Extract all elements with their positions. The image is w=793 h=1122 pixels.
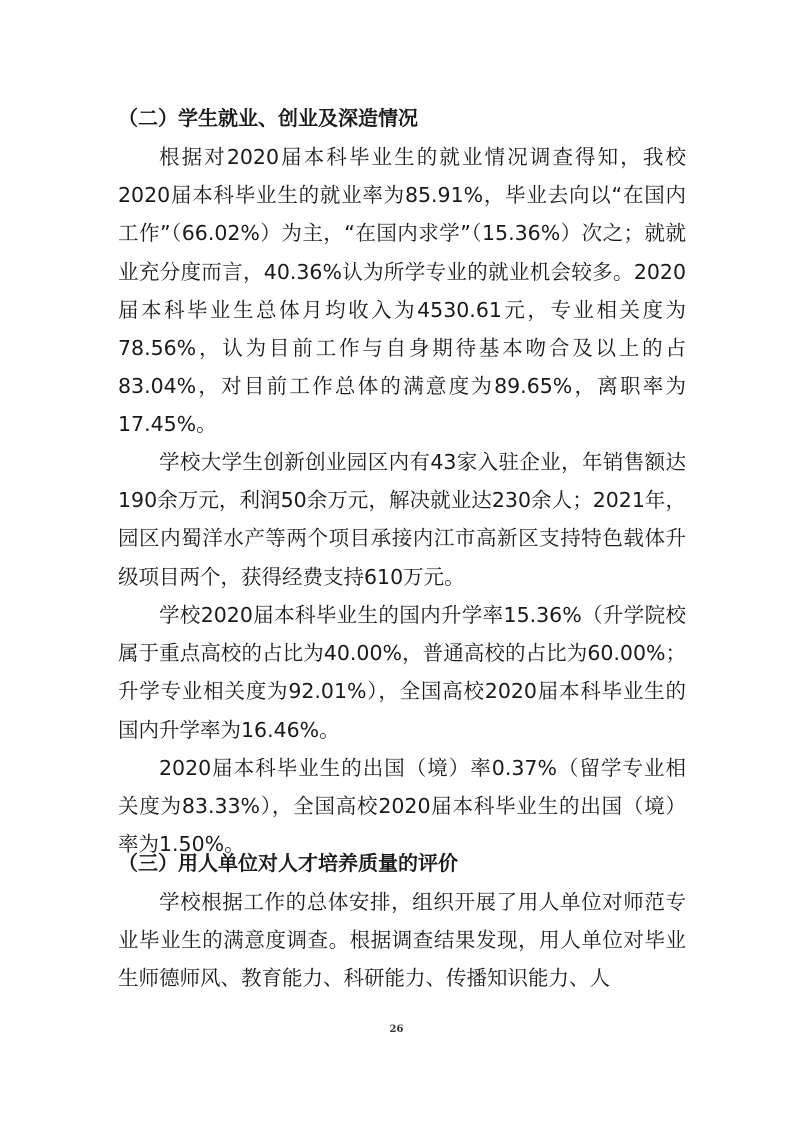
section-heading-employment: （二）学生就业、创业及深造情况 (118, 106, 418, 130)
page-number: 26 (389, 1024, 404, 1035)
paragraph-entrepreneurship-park: 学校大学生创新创业园区内有43家入驻企业，年销售额达190余万元，利润50余万元，解决就业达230余人；2021年，园区内蜀洋水产等两个项目承接内江市高新区支持特色载体升级项目两个，获得经费支持610万元。 (118, 450, 686, 589)
paragraph-domestic-further-study: 学校2020届本科毕业生的国内升学率15.36%（升学院校属于重点高校的占比为40.00%，普通高校的占比为60.00%；升学专业相关度为92.01%），全国高校2020届本科毕业生的国内升学率为16.46%。 (118, 603, 686, 742)
paragraph-employment-survey: 根据对2020届本科毕业生的就业情况调查得知，我校2020届本科毕业生的就业率为85.91%，毕业去向以“在国内工作”（66.02%）为主，“在国内求学”（15.36%）次之；就就业充分度而言，40.36%认为所学专业的就业机会较多。2020届本科毕业生总体月均收入为4530.61元，专业相关度为78.56%，认为目前工作与自身期待基本吻合及以上的占83.04%，对目前工作总体的满意度为89.65%，离职率为17.45%。 (118, 145, 686, 437)
paragraph-employer-survey: 学校根据工作的总体安排，组织开展了用人单位对师范专业毕业生的满意度调查。根据调查结果发现，用人单位对毕业生师德师风、教育能力、科研能力、传播知识能力、人 (118, 890, 686, 991)
paragraph-study-abroad: 2020届本科毕业生的出国（境）率0.37%（留学专业相关度为83.33%），全国高校2020届本科毕业生的出国（境）率为1.50%。 (118, 756, 686, 857)
section-heading-employer-evaluation: （三）用人单位对人才培养质量的评价 (118, 851, 458, 875)
